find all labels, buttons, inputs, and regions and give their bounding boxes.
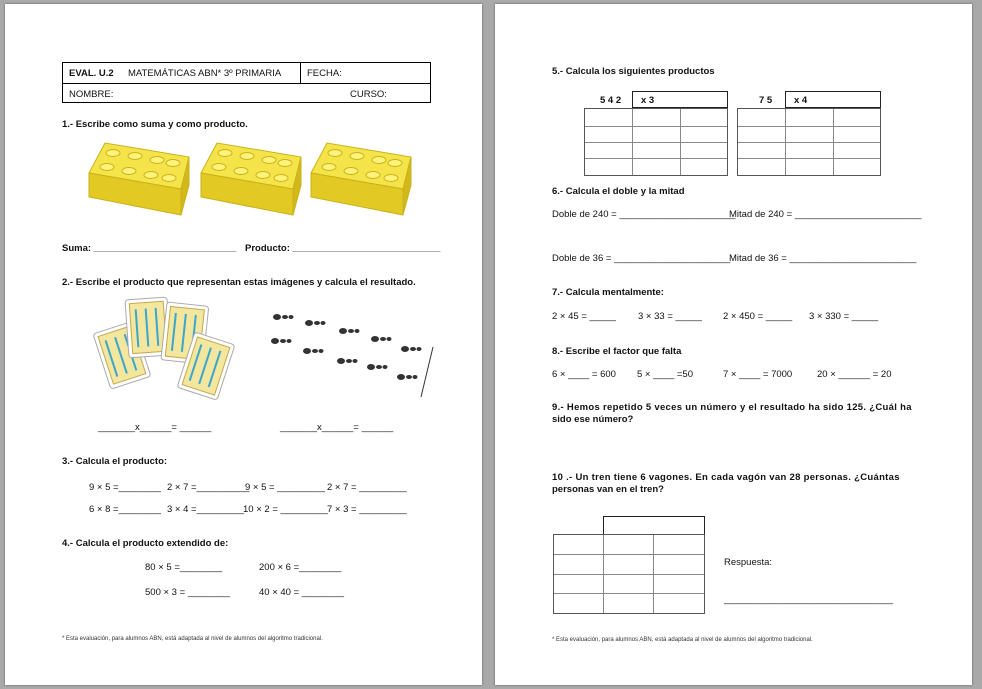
- q3-item: 7 × 3 = _________: [327, 504, 407, 515]
- worksheet-page-1: [5, 4, 482, 685]
- q3-item: 9 × 5 =________: [89, 482, 161, 493]
- q5-left-factor: x 3: [641, 95, 655, 106]
- ant: [401, 346, 422, 352]
- q1-product-line: Producto: ____________________________: [245, 243, 441, 254]
- ant: [271, 338, 292, 344]
- ant: [371, 336, 392, 342]
- header-table: [62, 62, 431, 103]
- q4-item: 200 × 6 =________: [259, 562, 342, 573]
- lego-bricks-image: [85, 137, 415, 217]
- q3-item: 2 × 7 =__________: [167, 482, 250, 493]
- q10-answer-line: ________________________________: [724, 594, 894, 605]
- q1-sum-line: Suma: ___________________________: [62, 243, 237, 254]
- q4-item: 500 × 3 = ________: [145, 587, 231, 598]
- footnote: * Esta evaluación, para alumnos ABN, está adaptada al nivel de alumnos del algoritmo tradicional.: [62, 636, 323, 642]
- ant: [339, 328, 360, 334]
- worksheet-page-2: [495, 4, 972, 685]
- q10-factor-box: [603, 516, 705, 535]
- q3-item: 10 × 2 = _________: [243, 504, 329, 515]
- q10-line-1: 10 .- Un tren tiene 6 vagones. En cada vagón van 28 personas. ¿Cuántas: [552, 472, 900, 483]
- q10-line-2: personas van en el tren?: [552, 484, 664, 495]
- q6-double-240: Doble de 240 = ______________________: [552, 209, 736, 220]
- q6-double-36: Doble de 36 = ______________________: [552, 253, 731, 264]
- q5-right-header: [737, 91, 881, 109]
- q3-item: 6 × 8 =________: [89, 504, 161, 515]
- q8-item: 6 × ____ = 600: [552, 369, 616, 380]
- subject-label: MATEMÁTICAS ABN* 3º PRIMARIA: [128, 68, 282, 79]
- ants-image: [267, 309, 437, 399]
- q6-half-240: Mitad de 240 = ________________________: [729, 209, 922, 220]
- q10-answer-label: Respuesta:: [724, 557, 773, 568]
- q2-answer-left: _______x______= ______: [98, 422, 212, 433]
- course-label: CURSO:: [350, 89, 387, 100]
- date-label: FECHA:: [307, 68, 342, 79]
- q5-title: 5.- Calcula los siguientes productos: [552, 66, 715, 77]
- q8-title: 8.- Escribe el factor que falta: [552, 346, 682, 357]
- q1-title: 1.- Escribe como suma y como producto.: [62, 119, 248, 130]
- q3-item: 9 × 5 = _________: [245, 482, 325, 493]
- ant: [397, 374, 418, 380]
- q7-item: 3 × 330 = _____: [809, 311, 879, 322]
- q7-title: 7.- Calcula mentalmente:: [552, 287, 664, 298]
- ant: [337, 358, 358, 364]
- q10-grid: [553, 534, 705, 614]
- lego-brick: [201, 143, 301, 215]
- q5-right-grid: [737, 108, 881, 176]
- lego-brick: [311, 143, 411, 215]
- q9-line-1: 9.- Hemos repetido 5 veces un número y el resultado ha sido 125. ¿Cuál ha: [552, 402, 912, 413]
- eval-label: EVAL. U.2: [69, 68, 114, 79]
- q4-title: 4.- Calcula el producto extendido de:: [62, 538, 229, 549]
- q7-item: 2 × 450 = _____: [723, 311, 793, 322]
- q5-left-factor-box: [632, 91, 728, 108]
- playing-cards-image: [85, 296, 245, 398]
- q3-title: 3.- Calcula el producto:: [62, 456, 168, 467]
- q2-title: 2.- Escribe el producto que representan estas imágenes y calcula el resultado.: [62, 277, 416, 288]
- ant: [273, 314, 294, 320]
- q4-item: 80 × 5 =________: [145, 562, 223, 573]
- ant: [305, 320, 326, 326]
- q5-left-header: [584, 91, 728, 109]
- q5-right-number: 7 5: [759, 95, 773, 106]
- q6-title: 6.- Calcula el doble y la mitad: [552, 186, 685, 197]
- q4-item: 40 × 40 = ________: [259, 587, 345, 598]
- q7-item: 2 × 45 = _____: [552, 311, 616, 322]
- q5-left-grid: [584, 108, 728, 176]
- lego-brick: [89, 143, 189, 215]
- q5-right-factor-box: [785, 91, 881, 108]
- q8-item: 20 × ______ = 20: [817, 369, 892, 380]
- q9-line-2: sido ese número?: [552, 414, 634, 425]
- q2-answer-right: _______x______= ______: [280, 422, 394, 433]
- q5-right-factor: x 4: [794, 95, 808, 106]
- footnote: * Esta evaluación, para alumnos ABN, está adaptada al nivel de alumnos del algoritmo tradicional.: [552, 637, 813, 643]
- q3-item: 2 × 7 = _________: [327, 482, 407, 493]
- name-label: NOMBRE:: [69, 89, 114, 100]
- q5-left-number: 5 4 2: [600, 95, 622, 106]
- q8-item: 7 × ____ = 7000: [723, 369, 793, 380]
- q8-item: 5 × ____ =50: [637, 369, 693, 380]
- ant: [367, 364, 388, 370]
- q7-item: 3 × 33 = _____: [638, 311, 702, 322]
- q3-item: 3 × 4 =_________: [167, 504, 245, 515]
- ant: [303, 348, 324, 354]
- q6-half-36: Mitad de 36 = ________________________: [729, 253, 917, 264]
